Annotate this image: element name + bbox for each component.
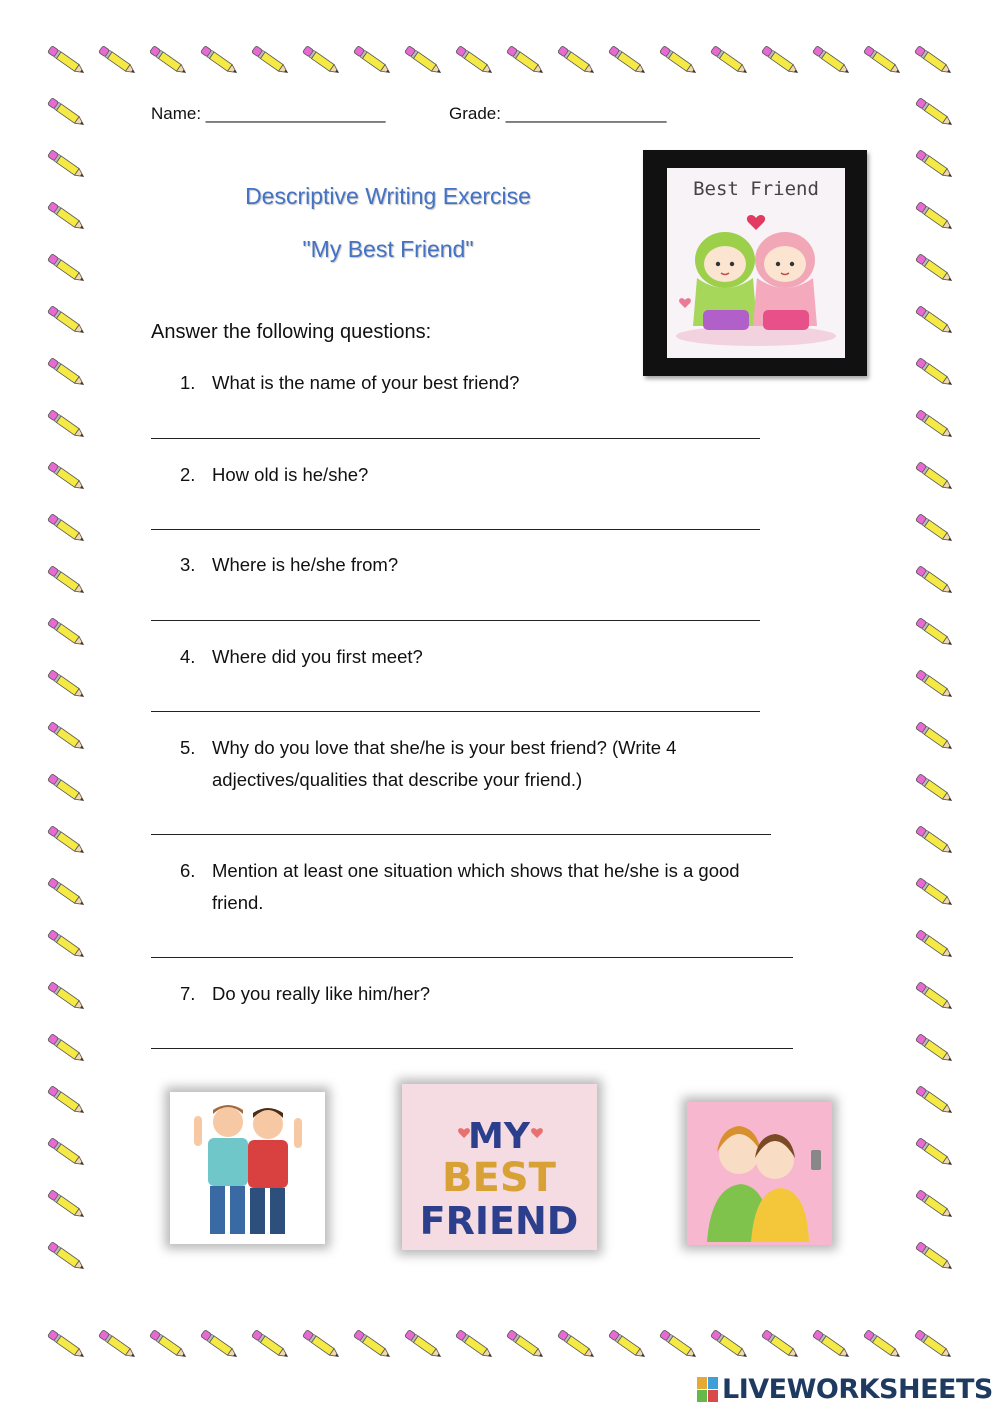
best-friends-illustration-icon (667, 168, 845, 358)
my-best-friend-card (402, 1084, 597, 1250)
answer-line-4[interactable] (151, 711, 760, 712)
pencil-icon (401, 1330, 447, 1360)
answer-line-1[interactable] (151, 438, 760, 439)
pencil-icon (44, 150, 90, 180)
pencil-icon (44, 826, 90, 856)
pencil-icon (95, 46, 141, 76)
answer-line-6[interactable] (151, 957, 793, 958)
pencil-icon (452, 1330, 498, 1360)
pencil-icon (44, 930, 90, 960)
pencil-icon (44, 566, 90, 596)
answer-line-5[interactable] (151, 834, 771, 835)
pencil-icon (44, 1242, 90, 1272)
pencil-icon (44, 462, 90, 492)
pencil-icon (44, 202, 90, 232)
question-text: How old is he/she? (212, 464, 369, 485)
pencil-icon (911, 46, 957, 76)
pencil-icon (912, 826, 958, 856)
pencil-icon (401, 46, 447, 76)
pencil-icon (44, 618, 90, 648)
pencil-icon (44, 722, 90, 752)
instructions: Answer the following questions: (151, 321, 432, 343)
pencil-icon (912, 254, 958, 284)
pencil-icon (350, 1330, 396, 1360)
question-text-continued: friend. (212, 892, 264, 913)
pencil-icon (452, 46, 498, 76)
my-best-friend-lettering-icon (402, 1084, 597, 1250)
pencil-icon (912, 566, 958, 596)
pencil-icon (350, 46, 396, 76)
question-text: Where is he/she from? (212, 554, 399, 575)
pencil-icon (656, 46, 702, 76)
two-boys-picture (170, 1092, 325, 1244)
pencil-icon (44, 46, 90, 76)
pencil-icon (912, 982, 958, 1012)
pencil-icon (44, 1086, 90, 1116)
pencil-icon (44, 98, 90, 128)
pencil-icon (605, 1330, 651, 1360)
question-text-continued: adjectives/qualities that describe your friend.) (212, 769, 583, 790)
pencil-icon (299, 1330, 345, 1360)
pencil-icon (44, 410, 90, 440)
question-text: Where did you first meet? (212, 646, 423, 667)
question-number: 3. (180, 554, 196, 575)
pencil-icon (707, 46, 753, 76)
name-field-label: Name: ___________________ (151, 104, 386, 123)
pencil-icon (912, 670, 958, 700)
pencil-icon (44, 306, 90, 336)
pencil-icon (44, 1190, 90, 1220)
card-word-my: MY (468, 1116, 530, 1157)
question-number: 4. (180, 646, 196, 667)
pencil-icon (44, 878, 90, 908)
two-girls-picture (687, 1102, 832, 1245)
pencil-icon (503, 46, 549, 76)
pencil-icon (809, 46, 855, 76)
liveworksheets-logo-icon (697, 1377, 719, 1403)
pencil-icon (554, 46, 600, 76)
question-number: 2. (180, 464, 196, 485)
pencil-icon (197, 46, 243, 76)
pencil-icon (912, 1242, 958, 1272)
page-title: Descriptive Writing Exercise (245, 183, 531, 209)
pencil-icon (707, 1330, 753, 1360)
pencil-icon (912, 150, 958, 180)
pencil-icon (912, 1034, 958, 1064)
pencil-icon (248, 46, 294, 76)
pencil-icon (912, 722, 958, 752)
question-text: What is the name of your best friend? (212, 372, 520, 393)
pencil-icon (656, 1330, 702, 1360)
pencil-icon (860, 46, 906, 76)
pencil-icon (146, 1330, 192, 1360)
pencil-icon (197, 1330, 243, 1360)
answer-line-7[interactable] (151, 1048, 793, 1049)
pencil-icon (912, 1190, 958, 1220)
card-word-best: BEST (442, 1155, 556, 1201)
pencil-icon (912, 618, 958, 648)
pencil-icon (44, 514, 90, 544)
pencil-icon (912, 358, 958, 388)
pencil-icon (860, 1330, 906, 1360)
pencil-icon (503, 1330, 549, 1360)
question-number: 7. (180, 983, 196, 1004)
answer-line-3[interactable] (151, 620, 760, 621)
pencil-icon (912, 306, 958, 336)
pencil-icon (912, 878, 958, 908)
pencil-icon (912, 202, 958, 232)
grade-field-label: Grade: _________________ (449, 104, 667, 123)
question-number: 5. (180, 737, 196, 758)
pencil-icon (44, 982, 90, 1012)
two-boys-illustration-icon (170, 1092, 325, 1244)
pencil-icon (44, 670, 90, 700)
card-word-friend: FRIEND (419, 1199, 579, 1243)
question-number: 1. (180, 372, 196, 393)
pencil-icon (912, 1086, 958, 1116)
pencil-icon (248, 1330, 294, 1360)
pencil-icon (554, 1330, 600, 1360)
page-subtitle: "My Best Friend" (302, 236, 474, 262)
liveworksheets-watermark: LIVEWORKSHEETS (722, 1374, 993, 1405)
pencil-icon (299, 46, 345, 76)
pencil-icon (758, 1330, 804, 1360)
best-friend-picture-caption: Best Friend (693, 178, 819, 200)
question-text: Do you really like him/her? (212, 983, 430, 1004)
question-number: 6. (180, 860, 196, 881)
pencil-icon (44, 774, 90, 804)
pencil-icon (95, 1330, 141, 1360)
best-friend-picture-frame (643, 150, 867, 376)
pencil-icon (44, 254, 90, 284)
pencil-icon (912, 98, 958, 128)
answer-line-2[interactable] (151, 529, 760, 530)
pencil-icon (44, 1330, 90, 1360)
pencil-icon (912, 514, 958, 544)
pencil-icon (44, 1138, 90, 1168)
pencil-icon (605, 46, 651, 76)
pencil-icon (912, 410, 958, 440)
pencil-icon (912, 774, 958, 804)
pencil-icon (44, 1034, 90, 1064)
two-girls-selfie-illustration-icon (687, 1102, 832, 1245)
pencil-icon (809, 1330, 855, 1360)
question-text: Mention at least one situation which shows that he/she is a good (212, 860, 740, 881)
pencil-icon (44, 358, 90, 388)
pencil-icon (912, 462, 958, 492)
pencil-icon (911, 1330, 957, 1360)
pencil-icon (146, 46, 192, 76)
pencil-icon (758, 46, 804, 76)
pencil-icon (912, 930, 958, 960)
pencil-icon (912, 1138, 958, 1168)
question-text: Why do you love that she/he is your best friend? (Write 4 (212, 737, 677, 758)
